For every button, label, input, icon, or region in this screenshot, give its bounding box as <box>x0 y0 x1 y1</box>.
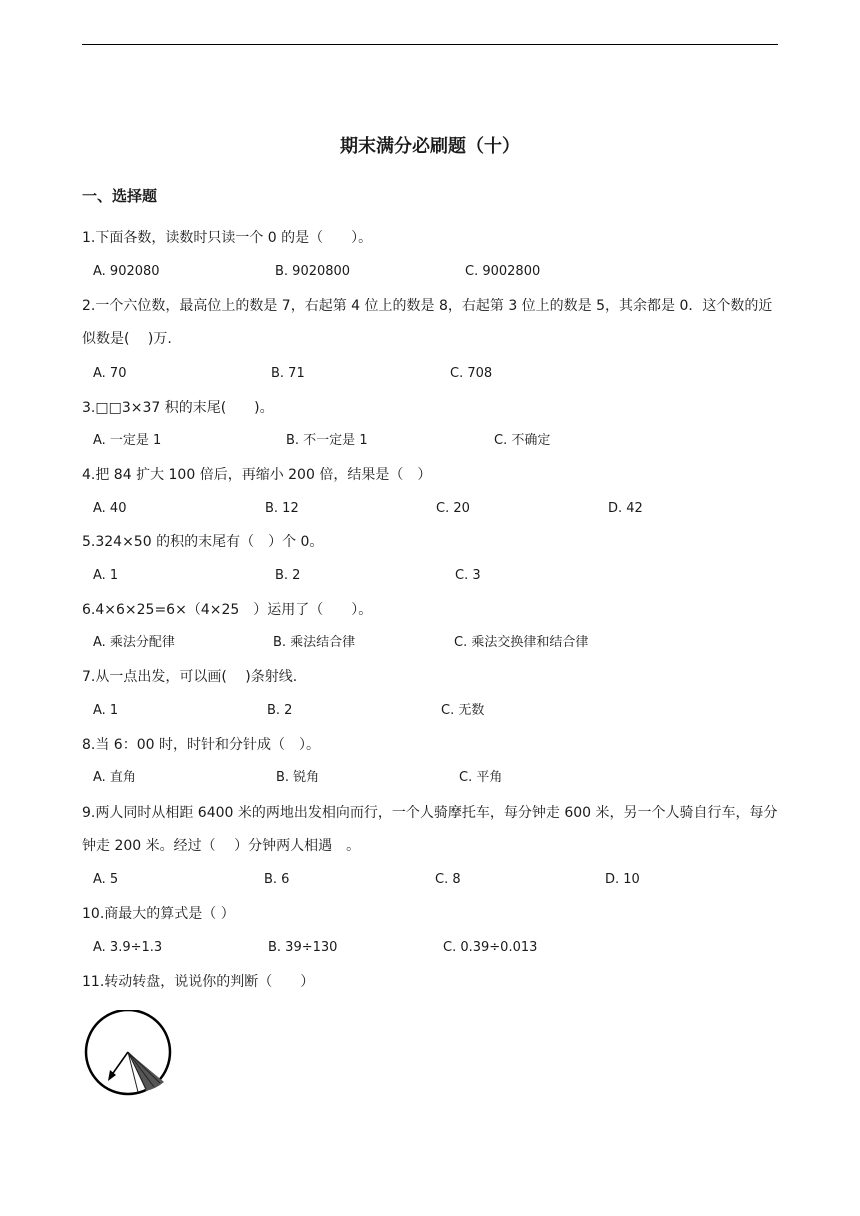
option-6c[interactable]: C. 乘法交换律和结合律 <box>454 635 589 650</box>
option-5b[interactable]: B. 2 <box>275 568 301 583</box>
option-5c[interactable]: C. 3 <box>455 568 481 583</box>
question-9: 9.两人同时从相距 6400 米的两地出发相向而行，一个人骑摩托车，每分钟走 600 米，另一个人骑自行车，每分钟走 200 米。经过（ ）分钟两人相遇 。 <box>82 805 778 854</box>
option-9b[interactable]: B. 6 <box>264 872 290 887</box>
option-1c[interactable]: C. 9002800 <box>465 264 541 279</box>
option-7c[interactable]: C. 无数 <box>441 703 485 718</box>
question-6: 6.4×6×25=6×（4×25 ）运用了（ ）。 <box>82 602 373 618</box>
option-4c[interactable]: C. 20 <box>436 501 470 516</box>
question-11: 11.转动转盘，说说你的判断（ ） <box>82 974 315 990</box>
question-7: 7.从一点出发，可以画( )条射线. <box>82 669 298 685</box>
option-8c[interactable]: C. 平角 <box>459 770 503 785</box>
question-4: 4.把 84 扩大 100 倍后，再缩小 200 倍，结果是（ ） <box>82 467 432 483</box>
question-3: 3.□□3×37 积的末尾( )。 <box>82 400 274 416</box>
option-9d[interactable]: D. 10 <box>605 872 640 887</box>
question-10: 10.商最大的算式是（ ） <box>82 906 235 922</box>
option-10a[interactable]: A. 3.9÷1.3 <box>93 940 163 955</box>
option-2c[interactable]: C. 708 <box>450 366 493 381</box>
option-9c[interactable]: C. 8 <box>435 872 461 887</box>
option-10b[interactable]: B. 39÷130 <box>268 940 338 955</box>
option-3c[interactable]: C. 不确定 <box>494 433 551 448</box>
option-1b[interactable]: B. 9020800 <box>275 264 351 279</box>
question-5: 5.324×50 的积的末尾有（ ）个 0。 <box>82 534 324 550</box>
page-title: 期末满分必刷题（十） <box>340 136 520 157</box>
options-9 <box>93 870 783 890</box>
question-2: 2.一个六位数，最高位上的数是 7，右起第 4 位上的数是 8，右起第 3 位上的数是 5，其余都是 0．这个数的近似数是( )万. <box>82 298 773 347</box>
options-5 <box>93 566 783 586</box>
header-rule <box>82 44 778 45</box>
option-6a[interactable]: A. 乘法分配律 <box>93 635 175 650</box>
option-10c[interactable]: C. 0.39÷0.013 <box>443 940 538 955</box>
option-8a[interactable]: A. 直角 <box>93 770 136 785</box>
spinner-wheel-figure <box>84 1010 174 1100</box>
option-4a[interactable]: A. 40 <box>93 501 127 516</box>
option-2a[interactable]: A. 70 <box>93 366 127 381</box>
option-9a[interactable]: A. 5 <box>93 872 119 887</box>
options-4 <box>93 499 783 519</box>
option-4b[interactable]: B. 12 <box>265 501 299 516</box>
option-2b[interactable]: B. 71 <box>271 366 305 381</box>
section-heading: 一、选择题 <box>82 187 158 205</box>
option-7a[interactable]: A. 1 <box>93 703 119 718</box>
option-1a[interactable]: A. 902080 <box>93 264 160 279</box>
options-10 <box>93 938 783 958</box>
options-6 <box>93 633 783 653</box>
option-5a[interactable]: A. 1 <box>93 568 119 583</box>
option-7b[interactable]: B. 2 <box>267 703 293 718</box>
options-3 <box>93 431 783 451</box>
options-7 <box>93 701 783 721</box>
options-8 <box>93 768 783 788</box>
option-6b[interactable]: B. 乘法结合律 <box>273 635 356 650</box>
option-3b[interactable]: B. 不一定是 1 <box>286 433 368 448</box>
question-1: 1.下面各数，读数时只读一个 0 的是（ ）。 <box>82 230 373 246</box>
option-4d[interactable]: D. 42 <box>608 501 643 516</box>
options-1 <box>93 262 783 282</box>
question-8: 8.当 6：00 时，时针和分针成（ ）。 <box>82 737 320 753</box>
option-8b[interactable]: B. 锐角 <box>276 770 320 785</box>
option-3a[interactable]: A. 一定是 1 <box>93 433 162 448</box>
options-2 <box>93 364 783 384</box>
